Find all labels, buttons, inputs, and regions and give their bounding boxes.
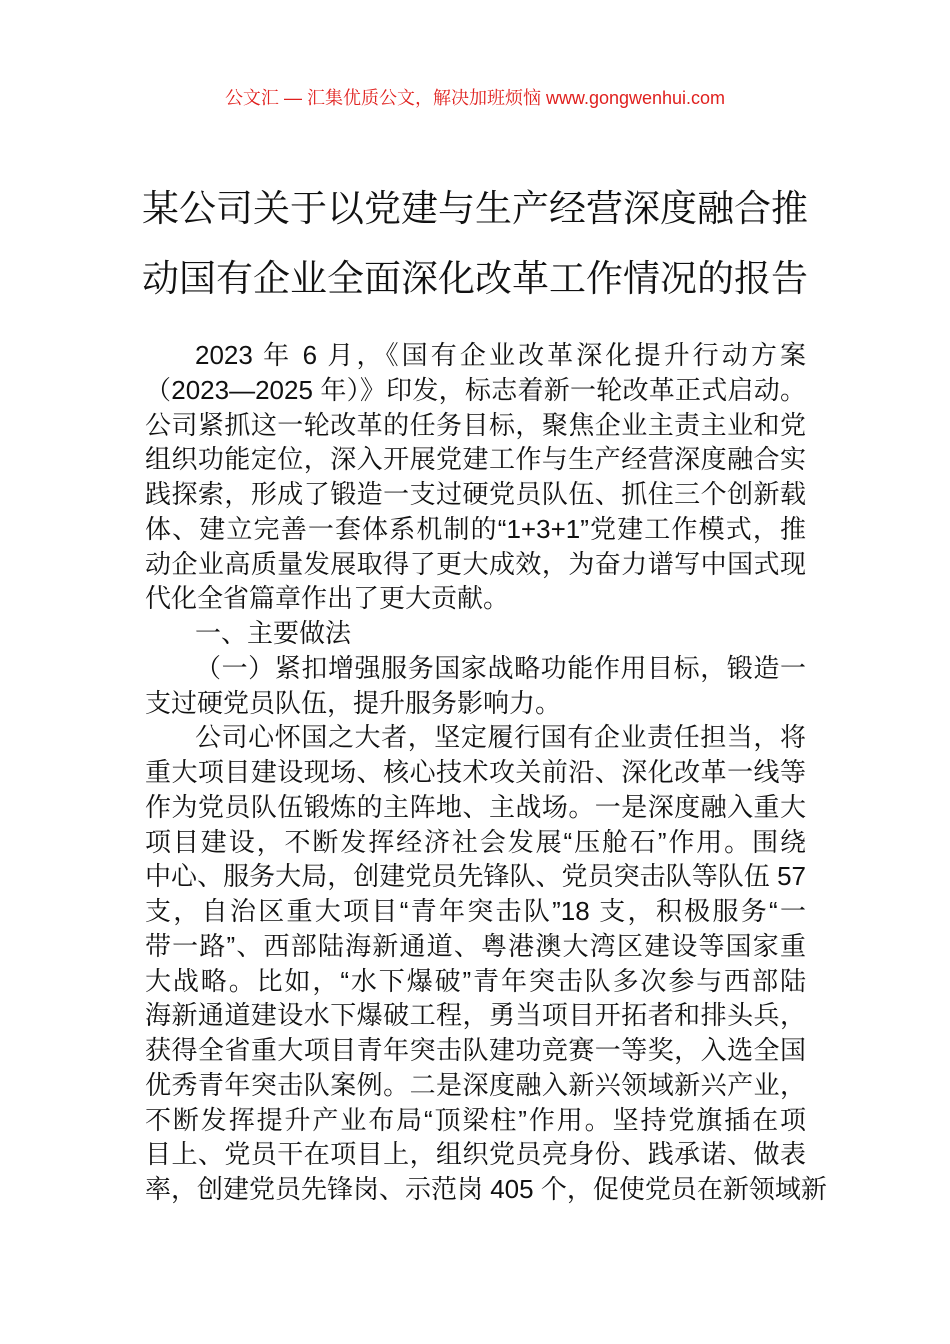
paragraph-line: 优秀青年突击队案例。二是深度融入新兴领域新兴产业， xyxy=(145,1069,806,1100)
paragraph-line: 支，自治区重大项目“青年突击队”18 支，积极服务“一 xyxy=(145,896,806,926)
watermark-header: 公文汇 — 汇集优质公文，解决加班烦恼 www.gongwenhui.com xyxy=(224,88,726,108)
document-title-line-1: 某公司关于以党建与生产经营深度融合推 xyxy=(142,188,808,229)
paragraph-line: 不断发挥提升产业布局“顶梁柱”作用。坚持党旗插在项 xyxy=(145,1104,806,1135)
paragraph-line: 重大项目建设现场、核心技术攻关前沿、深化改革一线等 xyxy=(145,757,806,787)
subsection-heading: 支过硬党员队伍，提升服务影响力。 xyxy=(145,687,562,718)
paragraph-line: 组织功能定位，深入开展党建工作与生产经营深度融合实 xyxy=(145,444,806,475)
paragraph-line: 海新通道建设水下爆破工程，勇当项目开拓者和排头兵， xyxy=(145,1000,806,1031)
paragraph-line: 2023 年 6 月，《国有企业改革深化提升行动方案 xyxy=(195,340,806,370)
paragraph-line: 获得全省重大项目青年突击队建功竞赛一等奖，入选全国 xyxy=(145,1035,806,1065)
paragraph-line: 作为党员队伍锻炼的主阵地、主战场。一是深度融入重大 xyxy=(145,791,806,822)
paragraph-line: 公司紧抓这一轮改革的任务目标，聚焦企业主责主业和党 xyxy=(145,409,806,440)
subsection-heading: （一）紧扣增强服务国家战略功能作用目标，锻造一 xyxy=(195,652,806,683)
paragraph-line: 中心、服务大局，创建党员先锋队、党员突击队等队伍 57 xyxy=(145,861,806,892)
document-title-line-2: 动国有企业全面深化改革工作情况的报告 xyxy=(142,258,808,299)
paragraph-line: 动企业高质量发展取得了更大成效，为奋力谱写中国式现 xyxy=(145,548,806,579)
paragraph-line: （2023—2025 年）》印发，标志着新一轮改革正式启动。 xyxy=(145,374,806,405)
paragraph-line: 大战略。比如，“水下爆破”青年突击队多次参与西部陆 xyxy=(145,965,806,996)
paragraph-line: 项目建设，不断发挥经济社会发展“压舱石”作用。围绕 xyxy=(145,826,806,857)
paragraph-line: 目上、党员干在项目上，组织党员亮身份、践承诺、做表 xyxy=(145,1139,806,1170)
section-heading: 一、主要做法 xyxy=(195,618,352,648)
paragraph-line: 体、建立完善一套体系机制的“1+3+1”党建工作模式，推 xyxy=(145,513,806,544)
paragraph-line: 公司心怀国之大者，坚定履行国有企业责任担当，将 xyxy=(195,722,806,753)
document-body xyxy=(145,338,827,1207)
paragraph-line: 践探索，形成了锻造一支过硬党员队伍、抓住三个创新载 xyxy=(145,479,806,509)
paragraph-line: 代化全省篇章作出了更大贡献。 xyxy=(145,583,510,614)
paragraph-line: 带一路”、西部陆海新通道、粤港澳大湾区建设等国家重 xyxy=(145,930,806,961)
paragraph-line: 率，创建党员先锋岗、示范岗 405 个，促使党员在新领域新 xyxy=(145,1174,827,1204)
